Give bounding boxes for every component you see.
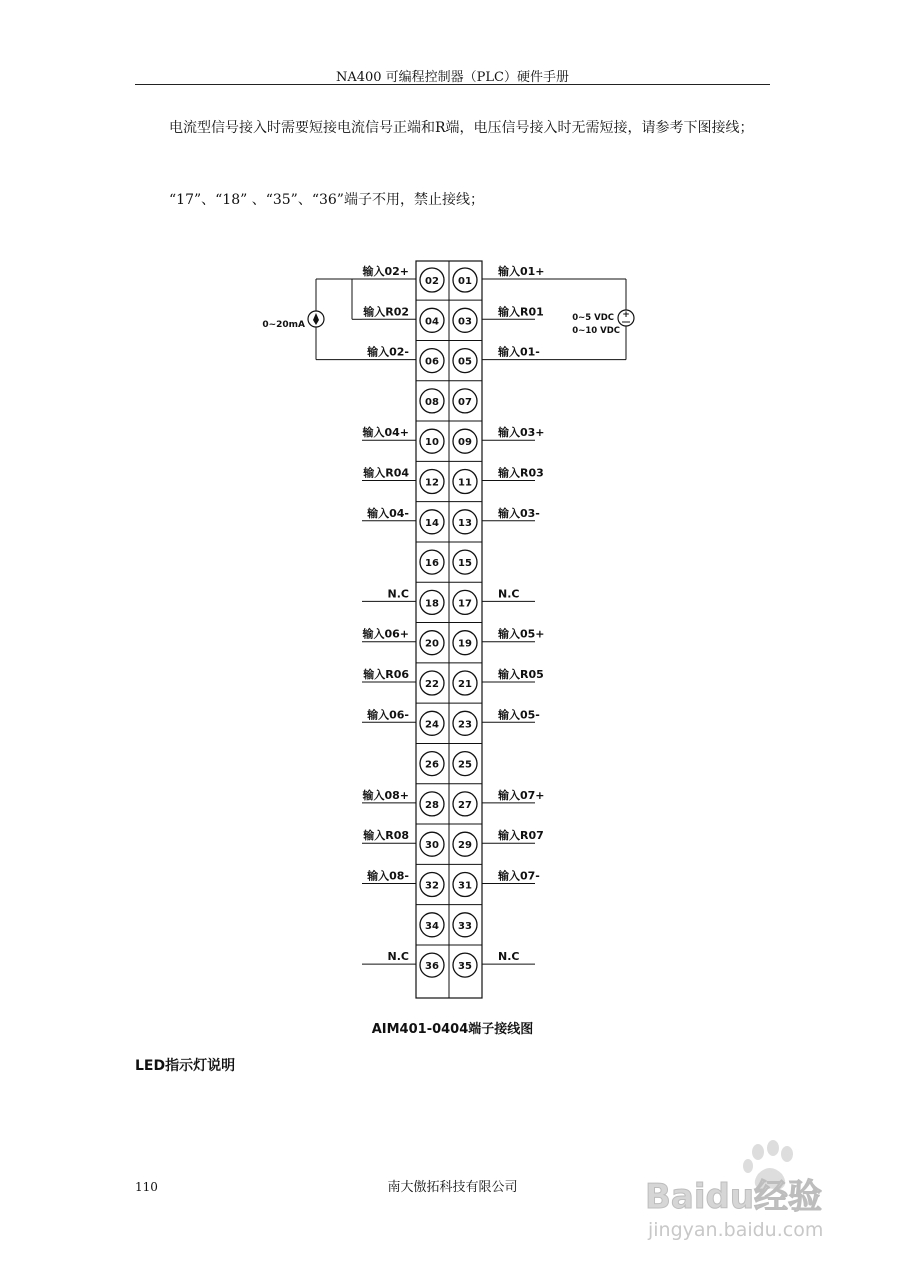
- terminal-label-left: 输入04+: [362, 426, 409, 440]
- terminal-number: 31: [458, 880, 472, 892]
- terminal-label-right: 输入R01: [498, 305, 544, 319]
- terminal-label-right: 输入01+: [498, 265, 545, 278]
- watermark-logo-text: Baidu经验: [645, 1177, 823, 1217]
- terminal-number: 17: [458, 598, 472, 610]
- terminal-label-right: 输入05-: [498, 708, 540, 722]
- voltage-source-plus-icon: +: [622, 310, 630, 320]
- terminal-label-left: 输入02-: [367, 345, 409, 359]
- terminal-number: 09: [458, 437, 472, 449]
- voltage-source-label-1: 0~5 VDC: [572, 313, 614, 323]
- terminal-number: 08: [425, 396, 439, 408]
- terminal-number: 34: [425, 920, 439, 932]
- terminal-number: 24: [425, 719, 439, 731]
- terminal-label-left: 输入06-: [367, 708, 409, 722]
- terminal-number: 02: [425, 276, 439, 287]
- terminal-number: 14: [425, 517, 439, 529]
- diagram-caption: AIM401-0404端子接线图: [371, 1022, 534, 1037]
- terminal-label-right: 输入R03: [498, 466, 544, 480]
- terminal-label-left: N.C: [387, 950, 409, 964]
- current-source-label: 0~20mA: [262, 320, 305, 330]
- terminal-number: 36: [425, 961, 439, 973]
- terminal-number: 10: [425, 437, 439, 449]
- terminal-number: 13: [458, 517, 472, 529]
- terminal-label-left: 输入R02: [363, 305, 409, 319]
- terminal-number: 22: [425, 679, 439, 690]
- terminal-label-right: 输入R07: [498, 829, 544, 843]
- terminal-number: 20: [425, 638, 439, 650]
- terminal-number: 06: [425, 356, 439, 368]
- terminal-label-left: 输入06+: [362, 627, 409, 641]
- terminal-number: 26: [425, 759, 439, 771]
- terminal-label-right: N.C: [498, 587, 520, 601]
- terminal-number: 04: [425, 316, 439, 328]
- terminal-label-right: 输入01-: [498, 345, 540, 359]
- terminal-number: 03: [458, 316, 472, 328]
- paragraph-wiring-note: 电流型信号接入时需要短接电流信号正端和R端，电压信号接入时无需短接，请参考下图接线；: [169, 120, 754, 136]
- terminal-label-right: 输入07+: [498, 788, 545, 802]
- terminal-label-right: 输入03-: [498, 506, 540, 520]
- terminal-label-left: 输入R06: [363, 668, 409, 681]
- terminal-label-left: 输入R04: [363, 466, 409, 480]
- terminal-number: 11: [458, 477, 472, 489]
- terminal-number: 29: [458, 840, 472, 852]
- terminal-number: 12: [425, 477, 439, 489]
- terminal-label-right: N.C: [498, 950, 520, 964]
- terminal-number: 33: [458, 920, 472, 932]
- terminal-number: 18: [425, 598, 439, 610]
- voltage-source-label-2: 0~10 VDC: [572, 326, 620, 336]
- terminal-number: 28: [425, 799, 439, 811]
- page-header-title: NA400 可编程控制器（PLC）硬件手册: [335, 70, 570, 85]
- terminal-label-right: 输入03+: [498, 426, 545, 440]
- terminal-number: 07: [458, 396, 472, 408]
- terminal-label-left: 输入R08: [363, 829, 409, 843]
- terminal-label-left: 输入08+: [362, 788, 409, 802]
- terminal-label-right: 输入R05: [498, 668, 544, 681]
- terminal-number: 27: [458, 799, 472, 811]
- terminal-label-left: 输入04-: [367, 506, 409, 520]
- terminal-number: 32: [425, 880, 439, 892]
- terminal-label-right: 输入05+: [498, 627, 545, 641]
- terminal-number: 05: [458, 356, 472, 368]
- watermark-url: jingyan.baidu.com: [648, 1219, 824, 1241]
- terminal-number: 35: [458, 961, 472, 973]
- terminal-number: 01: [458, 276, 472, 287]
- terminal-number: 16: [425, 558, 439, 570]
- terminal-label-right: 输入07-: [498, 869, 540, 883]
- terminal-number: 21: [458, 679, 472, 690]
- terminal-label-left: 输入02+: [362, 265, 409, 278]
- paragraph-unused-terminals: “17”、“18” 、“35”、“36”端子不用，禁止接线；: [169, 192, 484, 208]
- led-section-title: LED指示灯说明: [135, 1058, 236, 1074]
- baidu-jingyan-watermark: [640, 1140, 880, 1250]
- footer-company: 南大傲拓科技有限公司: [387, 1180, 518, 1195]
- terminal-number: 25: [458, 759, 472, 771]
- terminal-label-left: N.C: [387, 587, 409, 601]
- terminal-number: 19: [458, 638, 472, 650]
- terminal-number: 30: [425, 840, 439, 852]
- terminal-number: 23: [458, 719, 472, 731]
- terminal-number: 15: [458, 558, 472, 570]
- terminal-label-left: 输入08-: [367, 869, 409, 883]
- page-number: 110: [135, 1180, 158, 1194]
